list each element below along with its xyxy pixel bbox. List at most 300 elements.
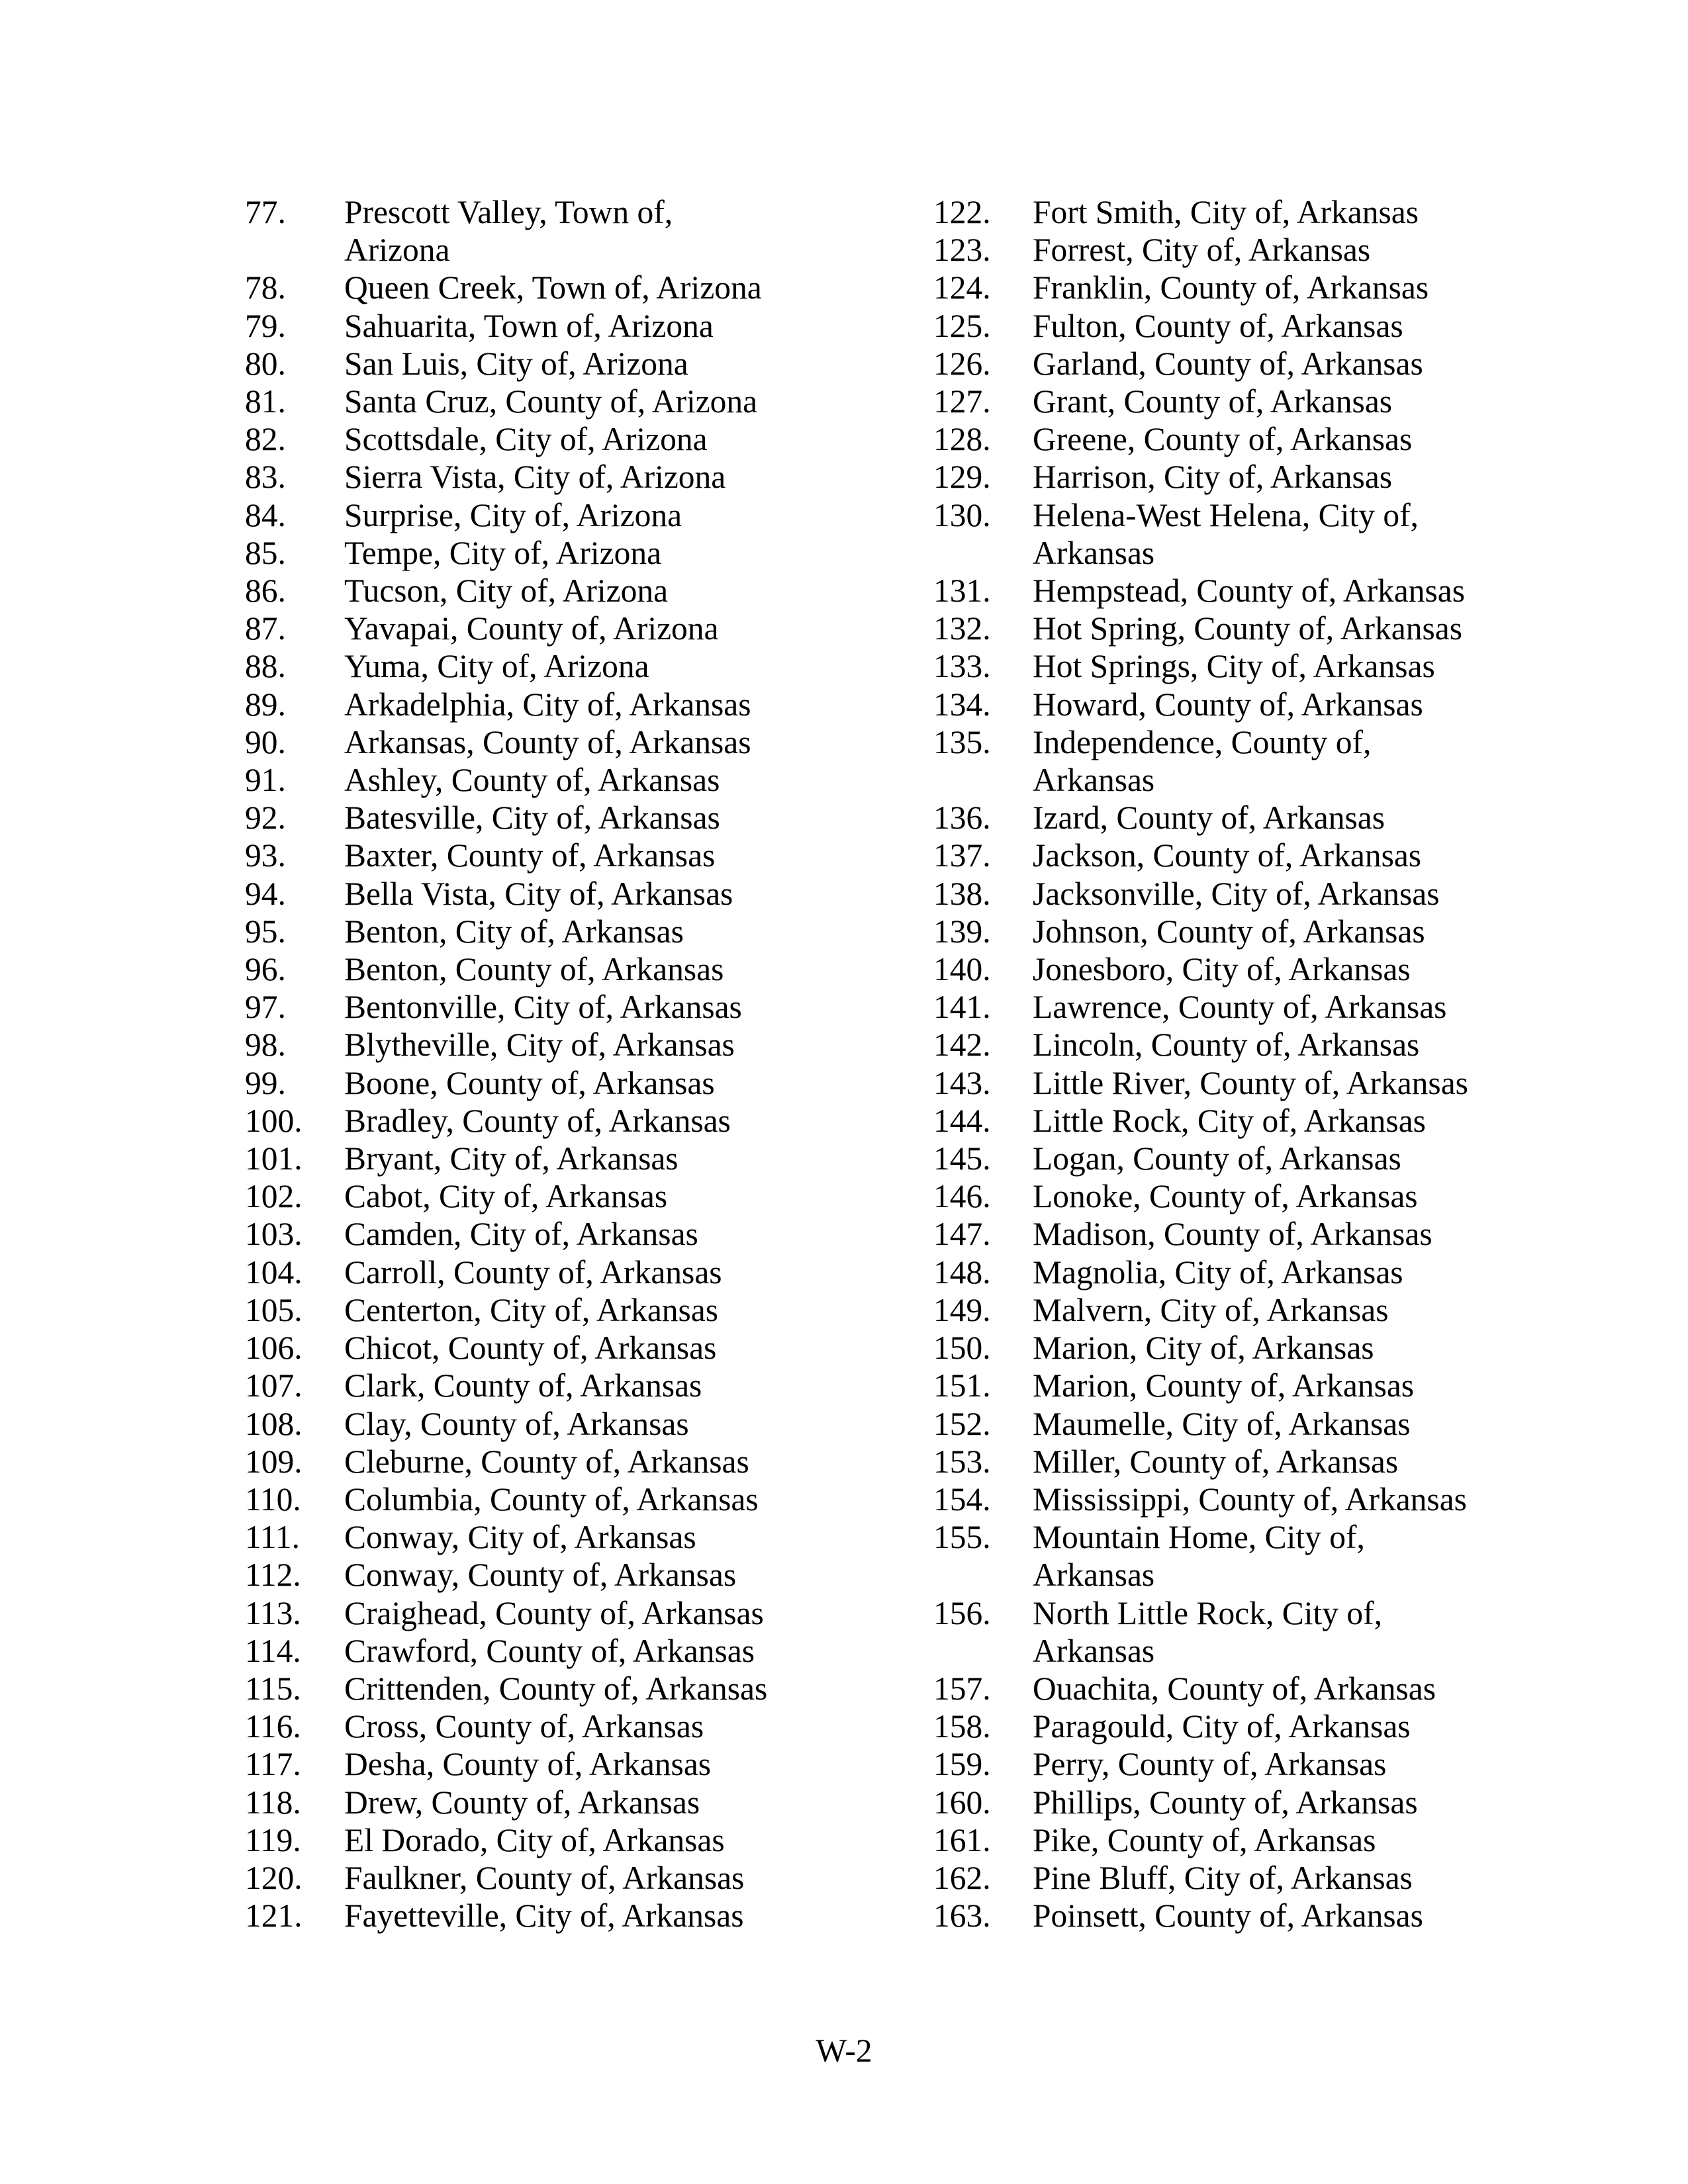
list-item	[245, 647, 907, 685]
item-name	[344, 1707, 774, 1745]
list-item	[933, 1443, 1516, 1480]
item-name	[1033, 1859, 1503, 1897]
list-item	[933, 1102, 1516, 1140]
item-name-line: Batesville, City of, Arkansas	[344, 799, 720, 837]
item-name-line: Pine Bluff, City of, Arkansas	[1033, 1859, 1413, 1896]
item-number: 112.	[245, 1557, 301, 1594]
list-item	[245, 761, 907, 799]
list-item	[245, 799, 907, 837]
list-item	[245, 345, 907, 383]
item-name-line: Clay, County of, Arkansas	[344, 1405, 689, 1442]
item-name	[1033, 1518, 1503, 1594]
item-name	[344, 875, 774, 913]
item-number: 119.	[245, 1821, 301, 1858]
item-name-line: Yavapai, County of, Arizona	[344, 610, 719, 647]
item-number: 94.	[245, 875, 286, 912]
item-number: 155.	[933, 1519, 991, 1556]
item-name-line: El Dorado, City of, Arkansas	[344, 1821, 725, 1858]
item-number: 121.	[245, 1897, 303, 1934]
item-name-line: Arkansas, County of, Arkansas	[344, 723, 751, 760]
item-name	[1033, 950, 1503, 988]
item-number: 99.	[245, 1064, 286, 1101]
list-item	[245, 1745, 907, 1783]
item-number: 96.	[245, 951, 286, 988]
item-name	[1033, 1405, 1503, 1443]
item-name	[1033, 837, 1503, 874]
item-name	[344, 686, 774, 723]
item-name	[344, 1329, 774, 1367]
item-name	[344, 1556, 774, 1594]
item-name	[1033, 231, 1503, 269]
item-name	[344, 1670, 774, 1707]
list-item	[245, 1405, 907, 1443]
list-item	[933, 1745, 1516, 1783]
item-name-line: Baxter, County of, Arkansas	[344, 837, 716, 874]
item-name	[344, 458, 774, 496]
item-name-line: Prescott Valley, Town of,	[344, 194, 673, 230]
item-name	[344, 988, 774, 1026]
item-number: 116.	[245, 1708, 301, 1745]
item-number: 124.	[933, 269, 991, 306]
item-number: 132.	[933, 610, 991, 647]
item-name-line: Drew, County of, Arkansas	[344, 1784, 700, 1821]
list-item	[933, 1897, 1516, 1934]
item-name	[344, 1821, 774, 1859]
item-name	[344, 1064, 774, 1102]
item-name-line: Arkansas	[1033, 1557, 1155, 1594]
item-number: 137.	[933, 837, 991, 874]
item-number: 148.	[933, 1253, 991, 1291]
item-name-line: Jonesboro, City of, Arkansas	[1033, 951, 1411, 988]
item-name	[344, 723, 774, 761]
item-number: 90.	[245, 723, 286, 760]
item-number: 118.	[245, 1784, 301, 1821]
item-name-line: Craighead, County of, Arkansas	[344, 1594, 764, 1631]
item-number: 84.	[245, 496, 286, 533]
item-name	[344, 1632, 774, 1670]
item-name	[344, 345, 774, 383]
list-item	[245, 1064, 907, 1102]
item-name-line: Garland, County of, Arkansas	[1033, 345, 1423, 382]
item-name-line: Grant, County of, Arkansas	[1033, 383, 1393, 420]
list-item	[933, 1480, 1516, 1518]
list-item	[245, 1556, 907, 1594]
list-item	[245, 1291, 907, 1329]
item-name-line: Hempstead, County of, Arkansas	[1033, 572, 1466, 610]
list-item	[245, 1367, 907, 1404]
page-number: W-2	[816, 2032, 872, 2069]
item-number: 153.	[933, 1443, 991, 1480]
list-item	[933, 1670, 1516, 1707]
item-number: 126.	[933, 345, 991, 382]
item-name-line: Lincoln, County of, Arkansas	[1033, 1026, 1420, 1064]
item-name	[1033, 723, 1503, 799]
item-number: 130.	[933, 496, 991, 533]
list-item	[933, 1367, 1516, 1404]
item-number: 83.	[245, 459, 286, 496]
item-name	[344, 1518, 774, 1556]
list-item	[245, 1140, 907, 1177]
list-item	[933, 1215, 1516, 1253]
list-item	[933, 988, 1516, 1026]
item-name	[1033, 383, 1503, 420]
item-name	[1033, 686, 1503, 723]
item-number: 122.	[933, 194, 991, 230]
list-item	[933, 193, 1516, 231]
item-name	[1033, 875, 1503, 913]
list-item	[933, 307, 1516, 345]
item-number: 104.	[245, 1253, 303, 1291]
item-number: 97.	[245, 989, 286, 1026]
item-name-line: Cross, County of, Arkansas	[344, 1708, 704, 1745]
list-item	[245, 1253, 907, 1291]
item-name-line: Marion, City of, Arkansas	[1033, 1330, 1374, 1367]
list-item	[933, 1518, 1516, 1594]
item-name-line: Camden, City of, Arkansas	[344, 1216, 698, 1253]
item-number: 143.	[933, 1064, 991, 1101]
item-name	[1033, 193, 1503, 231]
item-number: 134.	[933, 686, 991, 723]
item-number: 145.	[933, 1140, 991, 1177]
item-name	[344, 269, 774, 306]
item-name-line: Poinsett, County of, Arkansas	[1033, 1897, 1423, 1934]
item-name	[1033, 1443, 1503, 1480]
item-name-line: Arizona	[344, 232, 450, 269]
item-number: 140.	[933, 951, 991, 988]
item-number: 125.	[933, 307, 991, 344]
item-name	[344, 950, 774, 988]
item-name-line: Perry, County of, Arkansas	[1033, 1746, 1387, 1783]
list-item	[933, 950, 1516, 988]
item-name-line: Arkansas	[1033, 762, 1155, 799]
list-item	[933, 723, 1516, 799]
item-name	[1033, 1329, 1503, 1367]
item-name-line: Pike, County of, Arkansas	[1033, 1821, 1376, 1858]
list-item	[933, 647, 1516, 685]
list-item	[933, 1026, 1516, 1064]
list-item	[933, 1140, 1516, 1177]
item-number: 86.	[245, 572, 286, 610]
item-number: 151.	[933, 1367, 991, 1404]
item-number: 93.	[245, 837, 286, 874]
item-name-line: Malvern, City of, Arkansas	[1033, 1291, 1389, 1328]
item-number: 91.	[245, 762, 286, 799]
item-name-line: Howard, County of, Arkansas	[1033, 686, 1423, 723]
item-number: 157.	[933, 1670, 991, 1707]
item-name	[344, 1405, 774, 1443]
item-name	[344, 496, 774, 534]
item-name-line: North Little Rock, City of,	[1033, 1594, 1382, 1631]
item-name	[1033, 1140, 1503, 1177]
item-name	[1033, 913, 1503, 950]
item-number: 79.	[245, 307, 286, 344]
item-name	[344, 1253, 774, 1291]
list-item	[933, 496, 1516, 572]
item-name-line: Mountain Home, City of,	[1033, 1519, 1365, 1556]
item-name-line: Chicot, County of, Arkansas	[344, 1330, 717, 1367]
item-name-line: Helena-West Helena, City of,	[1033, 496, 1419, 533]
item-name	[1033, 1745, 1503, 1783]
item-name-line: Maumelle, City of, Arkansas	[1033, 1405, 1411, 1442]
item-number: 149.	[933, 1291, 991, 1328]
item-number: 152.	[933, 1405, 991, 1442]
item-number: 95.	[245, 913, 286, 950]
item-name-line: Little Rock, City of, Arkansas	[1033, 1102, 1426, 1139]
list-item	[933, 610, 1516, 647]
item-name-line: Marion, County of, Arkansas	[1033, 1367, 1415, 1404]
item-number: 135.	[933, 723, 991, 760]
list-item	[245, 837, 907, 874]
list-item	[245, 420, 907, 458]
item-name	[344, 1291, 774, 1329]
item-name	[344, 572, 774, 610]
item-number: 150.	[933, 1330, 991, 1367]
item-name-line: Tucson, City of, Arizona	[344, 572, 669, 610]
item-name-line: San Luis, City of, Arizona	[344, 345, 688, 382]
item-name	[1033, 1480, 1503, 1518]
item-number: 123.	[933, 232, 991, 269]
item-name-line: Desha, County of, Arkansas	[344, 1746, 712, 1783]
right-column	[933, 193, 1516, 1934]
list-item	[245, 723, 907, 761]
item-number: 87.	[245, 610, 286, 647]
item-name-line: Fayetteville, City of, Arkansas	[344, 1897, 744, 1934]
item-name	[344, 1367, 774, 1404]
item-number: 117.	[245, 1746, 301, 1783]
item-name	[1033, 1897, 1503, 1934]
item-number: 78.	[245, 269, 286, 306]
item-name-line: Madison, County of, Arkansas	[1033, 1216, 1432, 1253]
item-name	[1033, 647, 1503, 685]
list-item	[245, 193, 907, 269]
item-name	[1033, 572, 1503, 610]
item-number: 111.	[245, 1519, 300, 1556]
item-number: 131.	[933, 572, 991, 610]
item-name	[1033, 496, 1503, 572]
item-name	[1033, 799, 1503, 837]
list-item	[245, 1859, 907, 1897]
list-item	[933, 1821, 1516, 1859]
item-number: 129.	[933, 459, 991, 496]
item-number: 82.	[245, 421, 286, 458]
item-number: 161.	[933, 1821, 991, 1858]
item-name	[1033, 1253, 1503, 1291]
item-name-line: Forrest, City of, Arkansas	[1033, 232, 1371, 269]
list-item	[933, 799, 1516, 837]
item-name	[1033, 1215, 1503, 1253]
item-name	[1033, 1784, 1503, 1821]
list-item	[245, 988, 907, 1026]
item-name-line: Lonoke, County of, Arkansas	[1033, 1178, 1418, 1215]
item-number: 110.	[245, 1480, 301, 1518]
list-item	[245, 1443, 907, 1480]
item-number: 144.	[933, 1102, 991, 1139]
item-name	[1033, 988, 1503, 1026]
item-number: 106.	[245, 1330, 303, 1367]
item-name-line: Bentonville, City of, Arkansas	[344, 989, 742, 1026]
item-name-line: Yuma, City of, Arizona	[344, 648, 649, 685]
item-number: 138.	[933, 875, 991, 912]
list-item	[245, 572, 907, 610]
item-name	[344, 1784, 774, 1821]
list-item	[245, 950, 907, 988]
item-number: 100.	[245, 1102, 303, 1139]
list-item	[933, 269, 1516, 306]
item-name-line: Cabot, City of, Arkansas	[344, 1178, 668, 1215]
item-number: 81.	[245, 383, 286, 420]
item-name	[344, 1026, 774, 1064]
item-number: 156.	[933, 1594, 991, 1631]
item-name	[1033, 307, 1503, 345]
list-item	[245, 1177, 907, 1215]
item-name	[1033, 1026, 1503, 1064]
list-item	[933, 875, 1516, 913]
item-name-line: Scottsdale, City of, Arizona	[344, 421, 708, 458]
list-item	[933, 458, 1516, 496]
item-number: 89.	[245, 686, 286, 723]
item-name-line: Queen Creek, Town of, Arizona	[344, 269, 762, 306]
item-number: 107.	[245, 1367, 303, 1404]
list-item	[933, 686, 1516, 723]
item-name	[344, 913, 774, 950]
item-name	[344, 647, 774, 685]
list-item	[245, 1102, 907, 1140]
list-item	[245, 1784, 907, 1821]
item-number: 142.	[933, 1026, 991, 1064]
item-name	[1033, 1102, 1503, 1140]
item-number: 113.	[245, 1594, 301, 1631]
list-item	[933, 1594, 1516, 1670]
list-item	[245, 1594, 907, 1632]
item-number: 85.	[245, 534, 286, 571]
item-name-line: Hot Springs, City of, Arkansas	[1033, 648, 1435, 685]
item-name	[344, 1859, 774, 1897]
item-name-line: Tempe, City of, Arizona	[344, 534, 662, 571]
item-number: 160.	[933, 1784, 991, 1821]
item-number: 88.	[245, 648, 286, 685]
item-name-line: Lawrence, County of, Arkansas	[1033, 989, 1447, 1026]
item-number: 158.	[933, 1708, 991, 1745]
item-name	[344, 837, 774, 874]
item-number: 159.	[933, 1746, 991, 1783]
item-name-line: Hot Spring, County of, Arkansas	[1033, 610, 1462, 647]
list-item	[933, 1177, 1516, 1215]
item-name-line: Surprise, City of, Arizona	[344, 496, 682, 533]
item-number: 120.	[245, 1859, 303, 1896]
list-item	[245, 496, 907, 534]
list-item	[245, 1026, 907, 1064]
item-number: 136.	[933, 799, 991, 837]
item-number: 146.	[933, 1178, 991, 1215]
list-item	[245, 534, 907, 572]
item-number: 92.	[245, 799, 286, 837]
item-name	[344, 307, 774, 345]
list-item	[245, 610, 907, 647]
item-number: 133.	[933, 648, 991, 685]
item-number: 102.	[245, 1178, 303, 1215]
item-number: 98.	[245, 1026, 286, 1064]
list-item	[245, 1480, 907, 1518]
item-name	[344, 1897, 774, 1934]
item-name-line: Fort Smith, City of, Arkansas	[1033, 194, 1419, 230]
item-name	[1033, 610, 1503, 647]
list-item	[933, 231, 1516, 269]
item-number: 108.	[245, 1405, 303, 1442]
item-name-line: Crawford, County of, Arkansas	[344, 1632, 755, 1669]
list-item	[933, 1859, 1516, 1897]
list-item	[245, 307, 907, 345]
item-name-line: Bella Vista, City of, Arkansas	[344, 875, 733, 912]
item-name	[1033, 269, 1503, 306]
item-name-line: Santa Cruz, County of, Arizona	[344, 383, 758, 420]
list-item	[933, 1329, 1516, 1367]
list-item	[933, 1291, 1516, 1329]
item-name	[344, 799, 774, 837]
item-name-line: Conway, City of, Arkansas	[344, 1519, 696, 1556]
item-name-line: Johnson, County of, Arkansas	[1033, 913, 1425, 950]
item-name	[1033, 1594, 1503, 1670]
item-name-line: Blytheville, City of, Arkansas	[344, 1026, 735, 1064]
item-name	[344, 1215, 774, 1253]
item-name	[344, 193, 774, 269]
item-name-line: Logan, County of, Arkansas	[1033, 1140, 1401, 1177]
item-name	[1033, 1707, 1503, 1745]
item-number: 127.	[933, 383, 991, 420]
item-name	[1033, 458, 1503, 496]
item-name-line: Mississippi, County of, Arkansas	[1033, 1480, 1467, 1518]
item-name-line: Ouachita, County of, Arkansas	[1033, 1670, 1436, 1707]
item-name	[1033, 1177, 1503, 1215]
item-name	[344, 1480, 774, 1518]
item-number: 80.	[245, 345, 286, 382]
item-name-line: Franklin, County of, Arkansas	[1033, 269, 1429, 306]
list-item	[245, 875, 907, 913]
item-number: 115.	[245, 1670, 301, 1707]
item-name	[1033, 1064, 1503, 1102]
item-name-line: Sierra Vista, City of, Arizona	[344, 459, 726, 496]
list-item	[933, 913, 1516, 950]
item-name-line: Ashley, County of, Arkansas	[344, 762, 720, 799]
item-number: 163.	[933, 1897, 991, 1934]
item-number: 162.	[933, 1859, 991, 1896]
item-name-line: Arkansas	[1033, 534, 1155, 571]
list-item	[933, 383, 1516, 420]
item-number: 141.	[933, 989, 991, 1026]
item-name-line: Boone, County of, Arkansas	[344, 1064, 715, 1101]
item-name-line: Greene, County of, Arkansas	[1033, 421, 1413, 458]
item-name	[344, 420, 774, 458]
list-item	[933, 1253, 1516, 1291]
item-name-line: Bradley, County of, Arkansas	[344, 1102, 731, 1139]
item-name-line: Little River, County of, Arkansas	[1033, 1064, 1468, 1101]
list-item	[245, 458, 907, 496]
item-name-line: Phillips, County of, Arkansas	[1033, 1784, 1418, 1821]
item-name	[344, 534, 774, 572]
item-name-line: Columbia, County of, Arkansas	[344, 1480, 759, 1518]
item-number: 103.	[245, 1216, 303, 1253]
item-name-line: Magnolia, City of, Arkansas	[1033, 1253, 1403, 1291]
item-name	[344, 610, 774, 647]
list-item	[933, 1405, 1516, 1443]
list-item	[933, 345, 1516, 383]
item-name	[344, 1745, 774, 1783]
item-name-line: Arkadelphia, City of, Arkansas	[344, 686, 751, 723]
item-number: 128.	[933, 421, 991, 458]
item-name-line: Centerton, City of, Arkansas	[344, 1291, 719, 1328]
item-name	[1033, 1670, 1503, 1707]
list-item	[933, 1064, 1516, 1102]
item-name-line: Benton, County of, Arkansas	[344, 951, 724, 988]
